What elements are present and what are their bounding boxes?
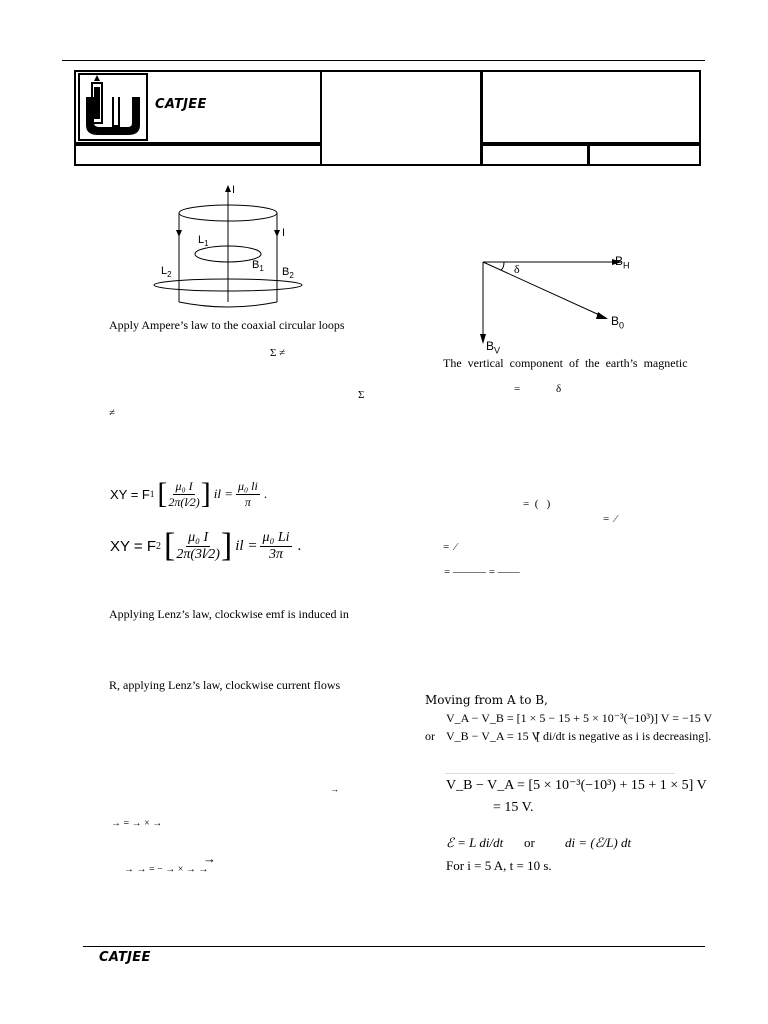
fig-left-B1-sub: 1 [259,264,264,274]
eq1-open-bracket: [ [157,477,168,510]
header-left-lower-box [74,144,322,166]
right-sym-c: = ⁄ [443,541,457,553]
fig-right-label-BV [486,339,500,357]
for-condition: For i = 5 A, t = 10 s. [446,858,552,873]
sym-line-1: Σ ≠ [270,347,286,359]
sym-line-3: ≠ [109,407,116,419]
or-label-2: or [524,835,535,850]
eq2-rhs-den: 3π [268,546,283,562]
fig-left-label-I-top: I [232,184,236,196]
vector-sym-4: → → = − → × → → [124,864,209,875]
di-equation: di = (ℰ/L) dt [565,835,632,850]
eq2-period: . [297,537,302,554]
fig-right-BH-sub: H [623,260,630,271]
fig-right-BV-main: B [486,339,495,353]
fig-left-label-I-right: I [282,227,286,239]
fig-left-label-L1 [198,233,209,251]
eq1-frac-num: μ₀ I [175,478,193,493]
lenz-text-1: Applying Lenz’s law, clockwise emf is induced in [109,607,349,621]
eq1-lhs: XY = F [110,486,150,502]
vb-va-equation: V_B − V_A = 15 V [446,729,541,743]
fig-right-label-delta: δ [514,262,520,276]
emf-equation: ℰ = L di/dt [446,835,504,850]
va-vb-equation: V_A − V_B = [1 × 5 − 15 + 5 × 10⁻³(−10³)] V = −15 V [446,711,713,725]
fig-left-B2-sub: 2 [289,271,294,281]
fig-left-B2-main: B [282,266,290,278]
header-brand: CATJEE [155,97,207,112]
fig-left-L1-main: L [198,234,205,246]
eq2-lhs: XY = F [110,537,156,555]
or-label-1: or [425,729,435,743]
fig-right-label-B0 [611,314,624,332]
header-right-box [481,70,701,144]
di-dt-note: [ di/dt is negative as i is decreasing]. [536,729,712,743]
vector-sym-3: → [203,851,216,866]
right-sym-a: = ( ) [523,498,551,510]
vector-sym-1: → [330,784,339,794]
sym-line-2: Σ [358,389,365,401]
eq1-period: . [263,486,268,501]
eq2-close-bracket: ] [220,527,233,564]
fig-left-L2-sub: 2 [167,270,172,280]
equation-1 [110,476,267,512]
fig-right-BV-sub: V [494,345,501,356]
eq2-frac-num: μ₀ I [188,529,209,545]
right-sym-b: = ⁄ [603,513,617,525]
eq2-sub: 2 [156,540,161,552]
eq1-rhs-den: π [244,494,251,509]
vb-va-equation-2: V_B − V_A = [5 × 10⁻³(−10³) + 15 + 1 × 5] V [446,778,707,793]
eq1-close-bracket: ] [200,477,211,510]
vertical-component-text: The vertical component of the earth’s magnetic [443,356,688,370]
catjee-logo [80,75,146,139]
vertical-component-sym: = δ [514,383,562,395]
vb-va-result: = 15 V. [493,800,534,815]
fig-left-label-L2 [161,264,172,282]
eq1-frac-den: 2π(l⁄2) [168,494,200,509]
ampere-law-text: Apply Ampere’s law to the coaxial circular loops [109,318,345,332]
header-middle-box [320,70,482,166]
fig-right-B0-sub: 0 [619,320,625,331]
header-right-lower-box-2 [588,144,701,166]
header-top-rule [62,60,705,61]
eq2-frac-den: 2π(3l⁄2) [176,546,220,562]
eq2-mid: il = [235,537,258,554]
coaxial-loops-figure [145,180,305,315]
fig-right-BH-main: B [615,254,624,268]
fig-left-label-B1 [252,258,264,276]
moving-a-to-b: Moving from A to B, [425,693,548,707]
vector-sym-2: → = → × → [111,818,163,829]
fig-left-L2-main: L [161,265,168,277]
eq2-rhs-fraction [260,530,291,563]
boxed-equation-rule [445,773,675,774]
fig-left-label-B2 [282,265,294,283]
footer-rule [83,946,705,947]
header-right-lower-box-1 [481,144,589,166]
fig-left-B1-main: B [252,259,260,271]
equation-2 [110,526,301,566]
footer-brand: CATJEE [99,950,151,965]
eq2-fraction [176,530,220,563]
lenz-text-2: R, applying Lenz’s law, clockwise current flows [109,678,341,692]
eq2-rhs-num: μ₀ Li [262,529,290,545]
eq1-sub: 1 [149,489,155,499]
eq1-rhs-num: μ₀ li [237,478,258,493]
eq1-mid: il = [213,486,233,501]
eq2-open-bracket: [ [164,527,176,564]
eq1-fraction [168,479,199,510]
fig-right-label-BH [615,254,630,272]
fig-right-B0-main: B [611,314,620,328]
fig-left-L1-sub: 1 [204,239,209,249]
eq1-rhs-fraction [236,479,260,510]
right-sym-d: = ——— = —— [444,566,520,578]
